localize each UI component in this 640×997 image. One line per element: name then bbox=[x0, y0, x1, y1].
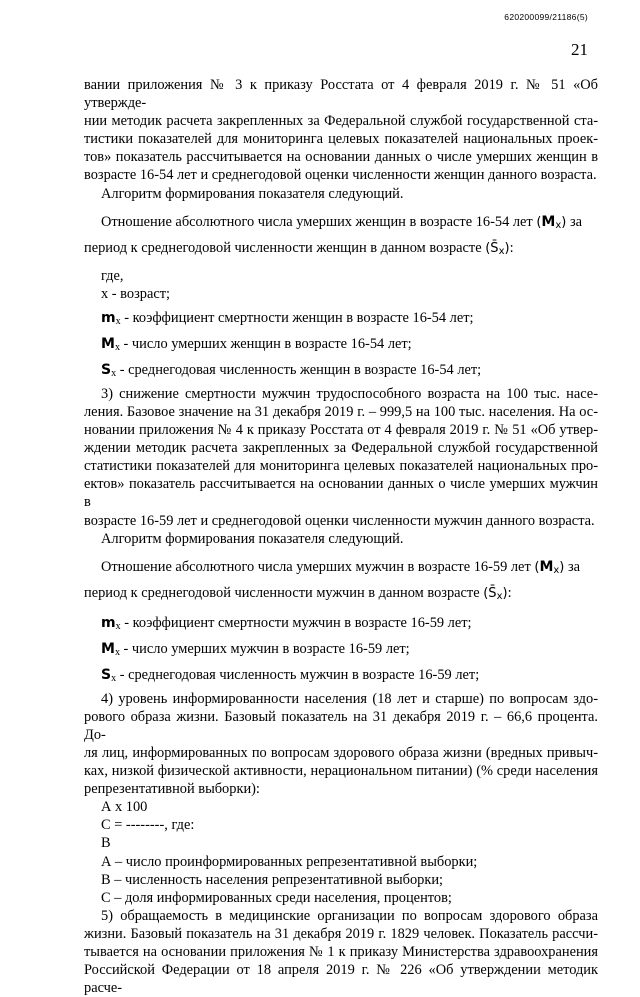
text-line: тывается на основании приложения № 1 к приказу Министерства здравоохранения bbox=[84, 944, 598, 960]
text-line: репрезентативной выборки): bbox=[84, 781, 260, 798]
formula-numerator: А х 100 bbox=[101, 799, 148, 816]
relation-line-men-2 bbox=[84, 582, 598, 608]
text-line: ления. Базовое значение на 31 декабря 2019 г. – 999,5 на 100 тыс. населения. На ос- bbox=[84, 403, 598, 420]
text-fragment: период к среднегодовой численности мужчин в данном возрасте bbox=[84, 584, 480, 601]
text-fragment: Отношение абсолютного числа умерших мужчин в возрасте 16-59 лет bbox=[101, 558, 531, 575]
page-number: 21 bbox=[571, 40, 588, 59]
relation-line-women bbox=[84, 211, 598, 237]
population-symbol: $(S̄_x)$ bbox=[483, 585, 508, 602]
text-fragment: период к среднегодовой численности женщин в данном возрасте bbox=[84, 239, 482, 256]
deaths-symbol: M bbox=[101, 640, 115, 657]
text-line: возрасте 16-54 лет и среднегодовой оценки численности женщин данного возраста. bbox=[84, 167, 597, 184]
text-fragment: за bbox=[567, 558, 581, 575]
text-line: статистики показателей для мониторинга целевых показателей национальных про- bbox=[84, 458, 598, 475]
text-fragment: Отношение абсолютного числа умерших женщин в возрасте 16-54 лет bbox=[101, 213, 533, 230]
text-line: возрасте 16-59 лет и среднегодовой оценки численности мужчин данного возраста. bbox=[84, 512, 595, 529]
text-line: ках, низкой физической активности, нерациональном питании) (% среди населения bbox=[84, 763, 598, 780]
definition-line: $S_x$ - среднегодовая численность женщин в возрасте 16-54 лет; bbox=[101, 361, 482, 379]
text-line: ектов» показатель рассчитывается на основании данных о числе умерших мужчин в bbox=[84, 476, 598, 511]
definition-line: $M_x$ - число умерших женщин в возрасте 16-54 лет; bbox=[101, 335, 412, 353]
text-line: x - возраст; bbox=[101, 285, 171, 302]
deaths-symbol: $(M_x)$ bbox=[536, 213, 567, 231]
text-fragment: : bbox=[507, 584, 512, 601]
text-line: 5) обращаемость в медицинские организации по вопросам здорового образа bbox=[101, 907, 598, 924]
relation-line-women-2 bbox=[84, 237, 598, 263]
definition-line: $m_x$ - коэффициент смертности женщин в возрасте 16-54 лет; bbox=[101, 309, 474, 327]
population-symbol: S bbox=[101, 361, 112, 378]
population-symbol: $(S̄_x)$ bbox=[485, 240, 510, 257]
text-line: жизни. Базовый показатель на 31 декабря 2019 г. 1829 человек. Показатель рассчи- bbox=[84, 925, 598, 942]
relation-line-men bbox=[84, 556, 598, 582]
text-line: новании приложения № 4 к приказу Росстата от 4 февраля 2019 г. № 51 «Об утвер- bbox=[84, 422, 598, 439]
text-fragment: за bbox=[569, 213, 583, 230]
formula-denominator: В bbox=[101, 835, 111, 852]
text-line: Алгоритм формирования показателя следующий. bbox=[101, 530, 404, 547]
text-line: В – численность населения репрезентативной выборки; bbox=[101, 871, 444, 888]
population-symbol: S bbox=[101, 666, 112, 683]
text-line: рового образа жизни. Базовый показатель на 31 декабря 2019 г. – 66,6 процента. До- bbox=[84, 708, 598, 743]
text-line: нии методик расчета закрепленных за Федеральной службой государственной ста- bbox=[84, 113, 598, 130]
deaths-symbol: M bbox=[101, 335, 115, 352]
text-line: Российской Федерации от 18 апреля 2019 г. № 226 «Об утверждении методик расче- bbox=[84, 962, 598, 997]
definition-line: $M_x$ - число умерших мужчин в возрасте 16-59 лет; bbox=[101, 640, 410, 658]
text-line: где, bbox=[101, 267, 124, 284]
document-number: 620200099/21186(5) bbox=[504, 12, 588, 22]
text-line: Алгоритм формирования показателя следующий. bbox=[101, 185, 404, 202]
definition-line: $m_x$ - коэффициент смертности мужчин в возрасте 16-59 лет; bbox=[101, 614, 472, 632]
deaths-symbol: $(M_x)$ bbox=[534, 558, 565, 576]
text-line: тов» показатель рассчитывается на основании данных о числе умерших женщин в bbox=[84, 149, 598, 166]
text-fragment: : bbox=[509, 239, 514, 256]
text-line: С – доля информированных среди населения, процентов; bbox=[101, 889, 452, 906]
text-line: ля лиц, информированных по вопросам здорового образа жизни (вредных привыч- bbox=[84, 744, 598, 761]
text-line: вании приложения № 3 к приказу Росстата от 4 февраля 2019 г. № 51 «Об утвержде- bbox=[84, 77, 598, 112]
text-line: А – число проинформированных репрезентативной выборки; bbox=[101, 853, 478, 870]
document-body bbox=[84, 76, 598, 997]
formula-equation: С = --------, где: bbox=[101, 817, 195, 834]
text-line: ждении методик расчета закрепленных за Федеральной службой государственной bbox=[84, 440, 598, 457]
text-line: 3) снижение смертности мужчин трудоспособного возраста на 100 тыс. насе- bbox=[101, 385, 598, 402]
text-line: тистики показателей для мониторинга целевых показателей национальных проек- bbox=[84, 131, 598, 148]
mortality-symbol: m bbox=[101, 309, 116, 326]
definition-line: $S_x$ - среднегодовая численность мужчин в возрасте 16-59 лет; bbox=[101, 666, 480, 684]
text-line: 4) уровень информированности населения (18 лет и старше) по вопросам здо- bbox=[101, 690, 598, 707]
mortality-symbol: m bbox=[101, 614, 116, 631]
